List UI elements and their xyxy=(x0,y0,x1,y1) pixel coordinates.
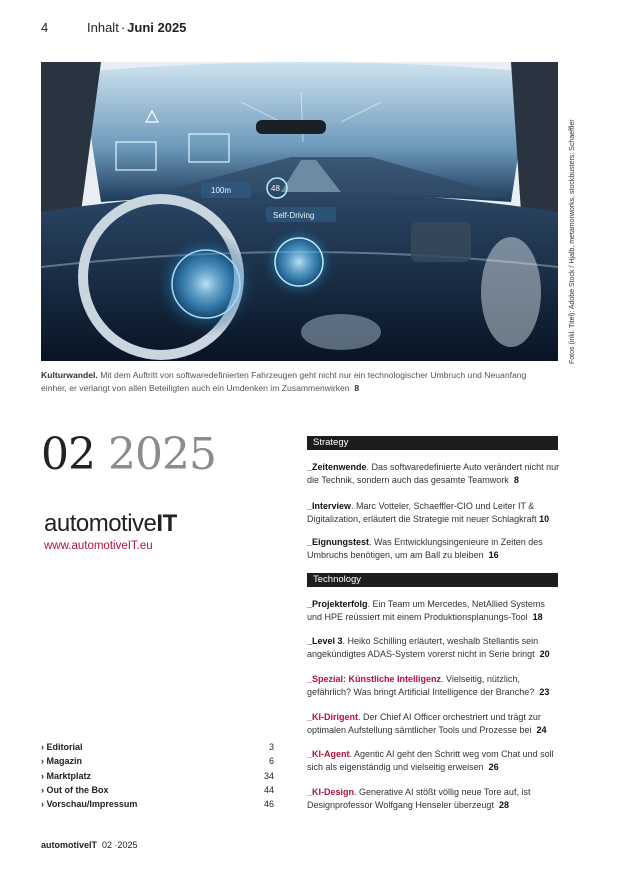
nav-item[interactable]: › Marktplatz 34 xyxy=(41,770,274,781)
toc-item[interactable]: _Zeitenwende. Das softwaredefinierte Auto verändert nicht nur die Technik, sondern auch das gesamte Teamwork 8 xyxy=(307,462,560,485)
brand-logo xyxy=(44,511,177,537)
issue-no: 02 xyxy=(41,429,95,480)
logo-regular: automotive xyxy=(44,510,157,537)
hud-gauge: 48 xyxy=(271,184,280,193)
caption-page: 8 xyxy=(354,382,360,393)
caption-title: Kulturwandel. xyxy=(41,370,98,380)
header-issue: Juni 2025 xyxy=(127,20,187,35)
nav-item[interactable]: › Magazin 6 xyxy=(41,756,274,767)
nav-item[interactable]: › Vorschau/Impressum 46 xyxy=(41,799,274,810)
toc-item[interactable]: _Interview. Marc Votteler, Schaeffler-CIO und Leiter IT & Digitalization, erläutert die Strategie mit neuer Schlagkraft 10 xyxy=(307,501,550,524)
hero-caption xyxy=(41,369,541,394)
logo-bold: IT xyxy=(156,510,177,537)
page-number: 4 xyxy=(41,20,49,35)
brand-url[interactable]: www.automotiveIT.eu xyxy=(44,540,153,552)
hud-self-driving: Self-Driving xyxy=(273,211,315,220)
toc-item[interactable]: _Eignungstest. Was Entwicklungsingenieure in Zeiten des Umbruchs benötigen, um am Ball zu bleiben 16 xyxy=(307,537,543,560)
toc-item[interactable]: _Projekterfolg. Ein Team um Mercedes, NetAllied Systems und HPE reüssiert mit einem Produktionsplanungs-Tool 18 xyxy=(307,599,545,622)
issue-year: 2025 xyxy=(108,429,216,480)
nav-item[interactable]: › Out of the Box 44 xyxy=(41,784,274,795)
toc-item[interactable]: _KI-Design. Generative AI stößt völlig neue Tore auf, ist Designprofessor Wolfgang Henseler überzeugt 28 xyxy=(307,787,531,810)
toc-item[interactable]: _KI-Dirigent. Der Chief AI Officer orchestriert und trägt zur optimalen Aufstellung sämtlicher Tools und Prozesse bei 24 xyxy=(307,712,547,735)
footer-brand: automotiveIT xyxy=(41,840,98,850)
page-footer xyxy=(41,840,138,850)
nav-list xyxy=(41,740,274,811)
hud-distance: 100m xyxy=(211,186,232,195)
issue-number xyxy=(41,429,216,480)
header-section: Inhalt xyxy=(87,20,119,35)
page-header xyxy=(41,20,186,35)
caption-text: Mit dem Auftritt von softwaredefinierten Fahrzeugen geht nicht nur ein technologischer Umbruch und Neuanfang einher, er verlangt von allen Beteiligten auch ein Umdenken im Zusammenwirken xyxy=(41,370,527,393)
photo-credit: Fotos (inkl. Titel): Adobe Stock / Hjalb, metamorworks, stockbusters; Schaeffler xyxy=(569,119,576,364)
hero-image xyxy=(41,62,558,361)
section-header-technology: Technology xyxy=(307,573,558,587)
toc-item[interactable]: _KI-Agent. Agentic AI geht den Schritt weg vom Chat und soll sich als eigenständig und vielseitig erweisen 26 xyxy=(307,749,554,772)
toc-item[interactable]: _Spezial: Künstliche Intelligenz. Vielseitig, nützlich, gefährlich? Was bringt Artificial Intelligence der Branche? 23 xyxy=(307,674,550,697)
header-separator: · xyxy=(120,20,126,35)
nav-item[interactable]: › Editorial 3 xyxy=(41,742,274,752)
section-header-strategy: Strategy xyxy=(307,436,558,450)
toc-item[interactable]: _Level 3. Heiko Schilling erläutert, weshalb Stellantis sein angekündigtes ADAS-System vorerst nicht in Serie bringt 20 xyxy=(307,636,550,659)
footer-issue: 02 ·2025 xyxy=(102,840,138,850)
